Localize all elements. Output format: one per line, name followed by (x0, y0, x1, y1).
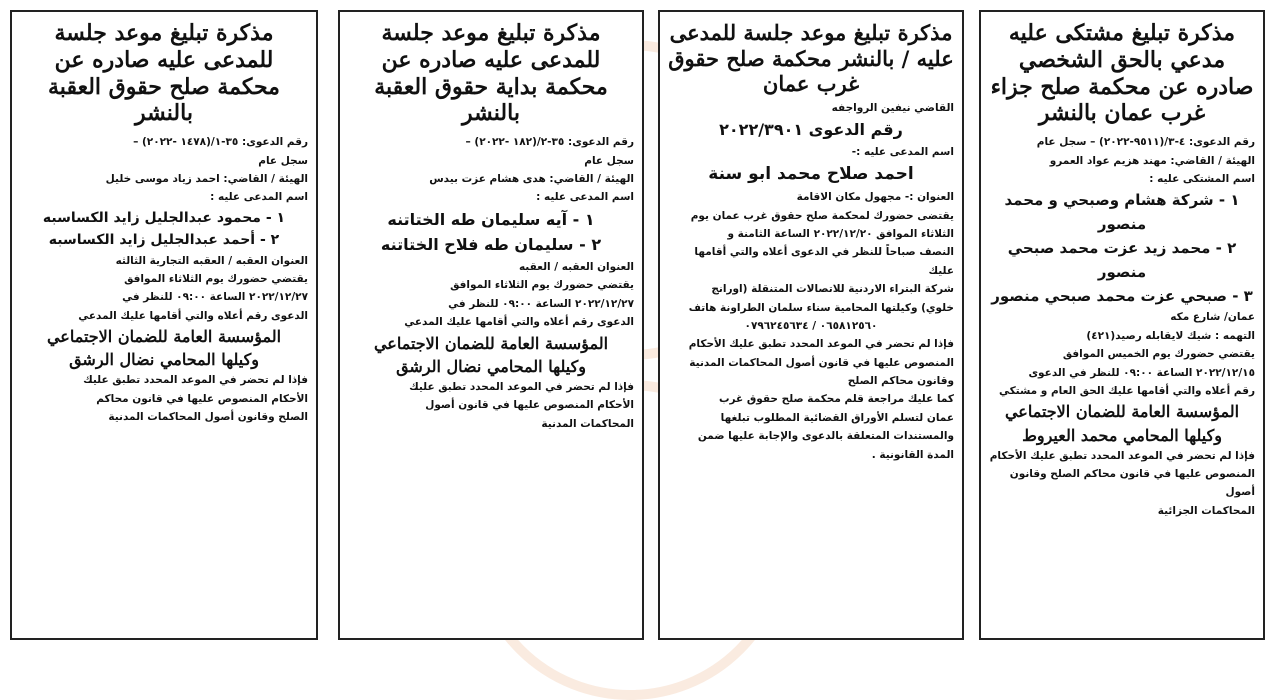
footer-line: المحاكمات المدنية (541, 417, 634, 430)
body-line: عليك (928, 264, 954, 277)
notice-criminal-complaint (979, 10, 1265, 640)
plaintiff-line: وكيلها المحامي نضال الرشق (396, 356, 586, 376)
notice-title: مذكرة تبليغ موعد جلسة للمدعى عليه / بالنشر محكمة صلح حقوق غرب عمان (668, 20, 954, 97)
case-number: رقم الدعوى: ٣٥-١/(١٤٧٨ -٢٠٢٢) – (133, 136, 308, 149)
summons-line: الدعوى رقم أعلاه والتي أقامها عليك المدعي (404, 316, 634, 329)
notice-west-amman-civil (658, 10, 964, 640)
footer-line: المحاكمات الجزائية (1157, 504, 1255, 517)
body-line: يقتضى حضورك لمحكمة صلح حقوق غرب عمان يوم (690, 209, 954, 222)
body-line: المنصوص عليها في قانون أصول المحاكمات المدنية (689, 356, 954, 369)
party-name: ٣ - صبحي عزت محمد صبحي منصور (991, 287, 1253, 306)
party-name: ١ - آيه سليمان طه الختاتنه (387, 209, 595, 229)
case-number: رقم الدعوى: ٣٥-٢/(١٨٢ -٢٠٢٢) – (465, 136, 634, 149)
case-number: رقم الدعوى: ٤-٣/(٩٥١١-٢٠٢٢) – سجل عام (1036, 136, 1255, 149)
plaintiff-line: المؤسسة العامة للضمان الاجتماعي (1004, 402, 1240, 422)
party-name: ٢ - محمد زيد عزت محمد صبحي منصور (1007, 239, 1237, 282)
judge-panel: الهيئة / القاضي: مهند هزيم عواد العمرو (1049, 154, 1255, 167)
party-name: ٢ - سليمان طه فلاح الختاتنه (380, 235, 602, 255)
body-line: الثلاثاء الموافق ٢٠٢٢/١٢/٢٠ الساعة الثامنة و (727, 228, 954, 241)
address: العنوان العقبه / العقبه التجارية الثالثه (115, 254, 308, 267)
body-line: النصف صباحاً للنظر في الدعوى أعلاه والتي أقامها (694, 246, 954, 259)
body-line: والمستندات المتعلقة بالدعوى والإجابة عليها ضمن (697, 430, 954, 443)
body-line: خلوي) وكيلتها المحامية سناء سلمان الطراونة هاتف (688, 301, 954, 314)
summons-line: ٢٠٢٢/١٢/٢٧ الساعة ٠٩:٠٠ للنظر في (122, 291, 308, 304)
footer-line: الصلح وقانون أصول المحاكمات المدنية (108, 411, 308, 424)
plaintiff-line: وكيلها المحامي نضال الرشق (69, 350, 259, 370)
address: العنوان العقبه / العقبه (518, 261, 634, 273)
summons-line: يقتضي حضورك يوم الثلاثاء الموافق (124, 272, 308, 285)
body-line: فإذا لم تحضر في الموعد المحدد تطبق عليك الأحكام (688, 338, 954, 351)
judge-panel: الهيئة / القاضي: احمد زياد موسى خليل (105, 173, 308, 186)
summons-line: ٢٠٢٢/١٢/٢٧ الساعة ٠٩:٠٠ للنظر في (448, 297, 634, 310)
phone-numbers: ٠٦٥٨١٢٥٦٠ / ٠٧٩٦٢٤٥٦٣٤ (744, 319, 878, 332)
notice-aqaba-magistrate (10, 10, 318, 640)
charge: التهمه : شيك لايقابله رصيد(٤٢١) (1086, 329, 1255, 342)
summons-line: رقم أعلاه والتي أقامها عليك الحق العام و مشتكي (998, 384, 1255, 397)
footer-line: فإذا لم تحضر في الموعد المحدد تطبق عليك الأحكام (989, 449, 1255, 462)
summons-line: يقتضي حضورك يوم الخميس الموافق (1062, 348, 1255, 361)
party-name: ١ - محمود عبدالجليل زايد الكساسبه (42, 209, 286, 226)
body-line: وقانون محاكم الصلح (847, 375, 954, 388)
body-line: كما عليك مراجعة قلم محكمة صلح حقوق غرب (718, 393, 954, 406)
address: العنوان :- مجهول مكان الاقامة (796, 191, 954, 204)
body-line: عمان لتسلم الأوراق القضائية المطلوب تبلغها (720, 411, 954, 424)
party-label: اسم المدعى عليه : (536, 191, 634, 204)
registry: سجل عام (258, 154, 308, 167)
judge-panel: الهيئة / القاضي: هدى هشام عزت بيدس (429, 173, 634, 186)
plaintiff-line: وكيلها المحامي محمد العيروط (1022, 425, 1222, 445)
plaintiff-line: المؤسسة العامة للضمان الاجتماعي (373, 333, 609, 353)
footer-line: الأحكام المنصوص عليها في قانون محاكم (96, 392, 308, 405)
party-label: اسم المشتكى عليه : (1149, 173, 1255, 186)
footer-line: فإذا لم تحضر في الموعد المحدد تطبق عليك (409, 380, 634, 393)
case-number: رقم الدعوى ٢٠٢٢/٣٩٠١ (719, 120, 903, 140)
party-label: اسم المدعى عليه :- (851, 145, 954, 158)
plaintiff-line: المؤسسة العامة للضمان الاجتماعي (46, 327, 282, 347)
party-name: احمد صلاح محمد ابو سنة (708, 164, 914, 185)
address: عمان/ شارع مكه (1170, 311, 1255, 324)
footer-line: فإذا لم تحضر في الموعد المحدد تطبق عليك (83, 374, 308, 387)
notice-title: مذكرة تبليغ موعد جلسة للمدعى عليه صادره عن محكمة صلح حقوق العقبة بالنشر (48, 20, 280, 127)
summons-line: يقتضي حضورك يوم الثلاثاء الموافق (450, 279, 634, 292)
party-name: ٢ - أحمد عبدالجليل زايد الكساسبه (48, 232, 280, 249)
registry: سجل عام (584, 154, 634, 167)
notice-aqaba-first-instance (338, 10, 644, 640)
body-line: المدة القانونية . (871, 448, 954, 461)
summons-line: ٢٠٢٢/١٢/١٥ الساعة ٠٩:٠٠ للنظر في الدعوى (1028, 366, 1255, 379)
summons-line: الدعوى رقم أعلاه والتي أقامها عليك المدعي (78, 309, 308, 322)
footer-line: المنصوص عليها في قانون محاكم الصلح وقانون أصول (1009, 468, 1255, 499)
notice-title: مذكرة تبليغ مشتكى عليه مدعي بالحق الشخصي صادره عن محكمة صلح جزاء غرب عمان بالنشر (990, 20, 1254, 127)
notice-title: مذكرة تبليغ موعد جلسة للمدعى عليه صادره عن محكمة بداية حقوق العقبة بالنشر (374, 20, 608, 127)
judge: القاضي نيفين الرواجفه (831, 101, 954, 114)
party-label: اسم المدعى عليه : (210, 191, 308, 204)
party-name: ١ - شركة هشام وصبحي و محمد منصور (1004, 191, 1240, 234)
footer-line: الأحكام المنصوص عليها في قانون أصول (425, 399, 634, 412)
body-line: شركة البتراء الاردنية للاتصالات المتنقلة (اورانج (711, 283, 954, 296)
